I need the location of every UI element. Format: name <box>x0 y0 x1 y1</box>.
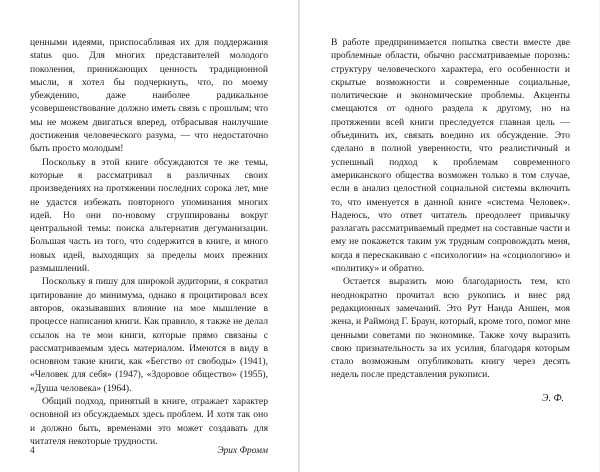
paragraph: Общий подход, принятый в книге, отражает характер основной из обсуждаемых здесь проблем. И хотя так оно и должно быть, временами это может создавать для читателя некоторые трудности. <box>30 396 268 447</box>
paragraph: Поскольку в этой книге обсуждаются те же темы, которые я рассматривал в различных своих произведениях на протяжении последних сорока лет, мне не удастся избежать повторного упоминания многих идей. Но они по-новому сгруппированы вокруг центральной темы: поиска альтернатив дегуманизации. Большая часть из того, что содержится в книге, и много новых идей, выходящих за пределы моих прежних размышлений. <box>30 156 268 275</box>
paragraph: В работе предпринимается попытка свести вместе две проблемные области, обычно рассматриваемые порознь: структуру человеческого характера, его особенности и скрытые возможности и современные социальные, политические и экономические проблемы. Акценты смещаются от одного раздела к другому, но на протяжении всей книги преследуется главная цель — объединить их, связать воедино их обсуждение. Это сделано в полной уверенности, что реалистичный и успешный подход к проблемам современного американского общества возможен только в том случае, если в анализ целостной социальной системы включить то, что именуется в данной книге «система Человек». Надеюсь, что ответ читатель преодолеет привычку разлагать рассматриваемый предмет на составные части и ему не покажется таким уж трудным сопровождать меня, когда я перескакиваю с «психологии» на «социологию» и «политику» и обратно. <box>331 37 570 275</box>
left-page <box>0 0 299 472</box>
paragraph: Поскольку я пишу для широкой аудитории, я сократил цитирование до минимума, однако я процитировал всех авторов, оказывавших влияние на мое мышление в процессе написания книги. Как правило, я также не делал ссылок на те мои книги, которые прямо связаны с рассматриваемым здесь материалом. Имеются в виду в основном такие книги, как «Бегство от свободы» (1941), «Человек для себя» (1947), «Здоровое общество» (1955), «Душа человека» (1964). <box>30 276 268 394</box>
left-page-text <box>30 36 268 448</box>
paragraph: Остается выразить мою благодарность тем, кто неоднократно прочитал всю рукопись и внес ряд редакционных замечаний. Это Рут Нанда Аншен, моя жена, и Раймонд Г. Браун, который, кроме того, помог мне ценными советами по экономике. Также хочу выразить свою признательность за их усилия, благодаря которым стало возможным опубликовать книгу через десять недель после представления рукописи. <box>331 276 570 381</box>
running-author: Эрих Фромм <box>217 446 268 456</box>
page-number: 4 <box>30 446 35 456</box>
left-page-footer <box>30 446 268 456</box>
right-page <box>299 0 599 472</box>
signature: Э. Ф. <box>541 392 564 404</box>
right-page-text <box>331 36 570 405</box>
paragraph: ценными идеями, приспосабливая их для поддержания status quo. Для многих представителей молодого поколения, принижающих ценность традиционной мысли, я хотел бы подчеркнуть, что, по моему убеждению, даже наиболее радикальное усовершенствование должно иметь связь с прошлым; что мы не можем двигаться вперед, отбрасывая наилучшие достижения человеческого разума, — что недостаточно быть просто молодым! <box>30 37 268 155</box>
